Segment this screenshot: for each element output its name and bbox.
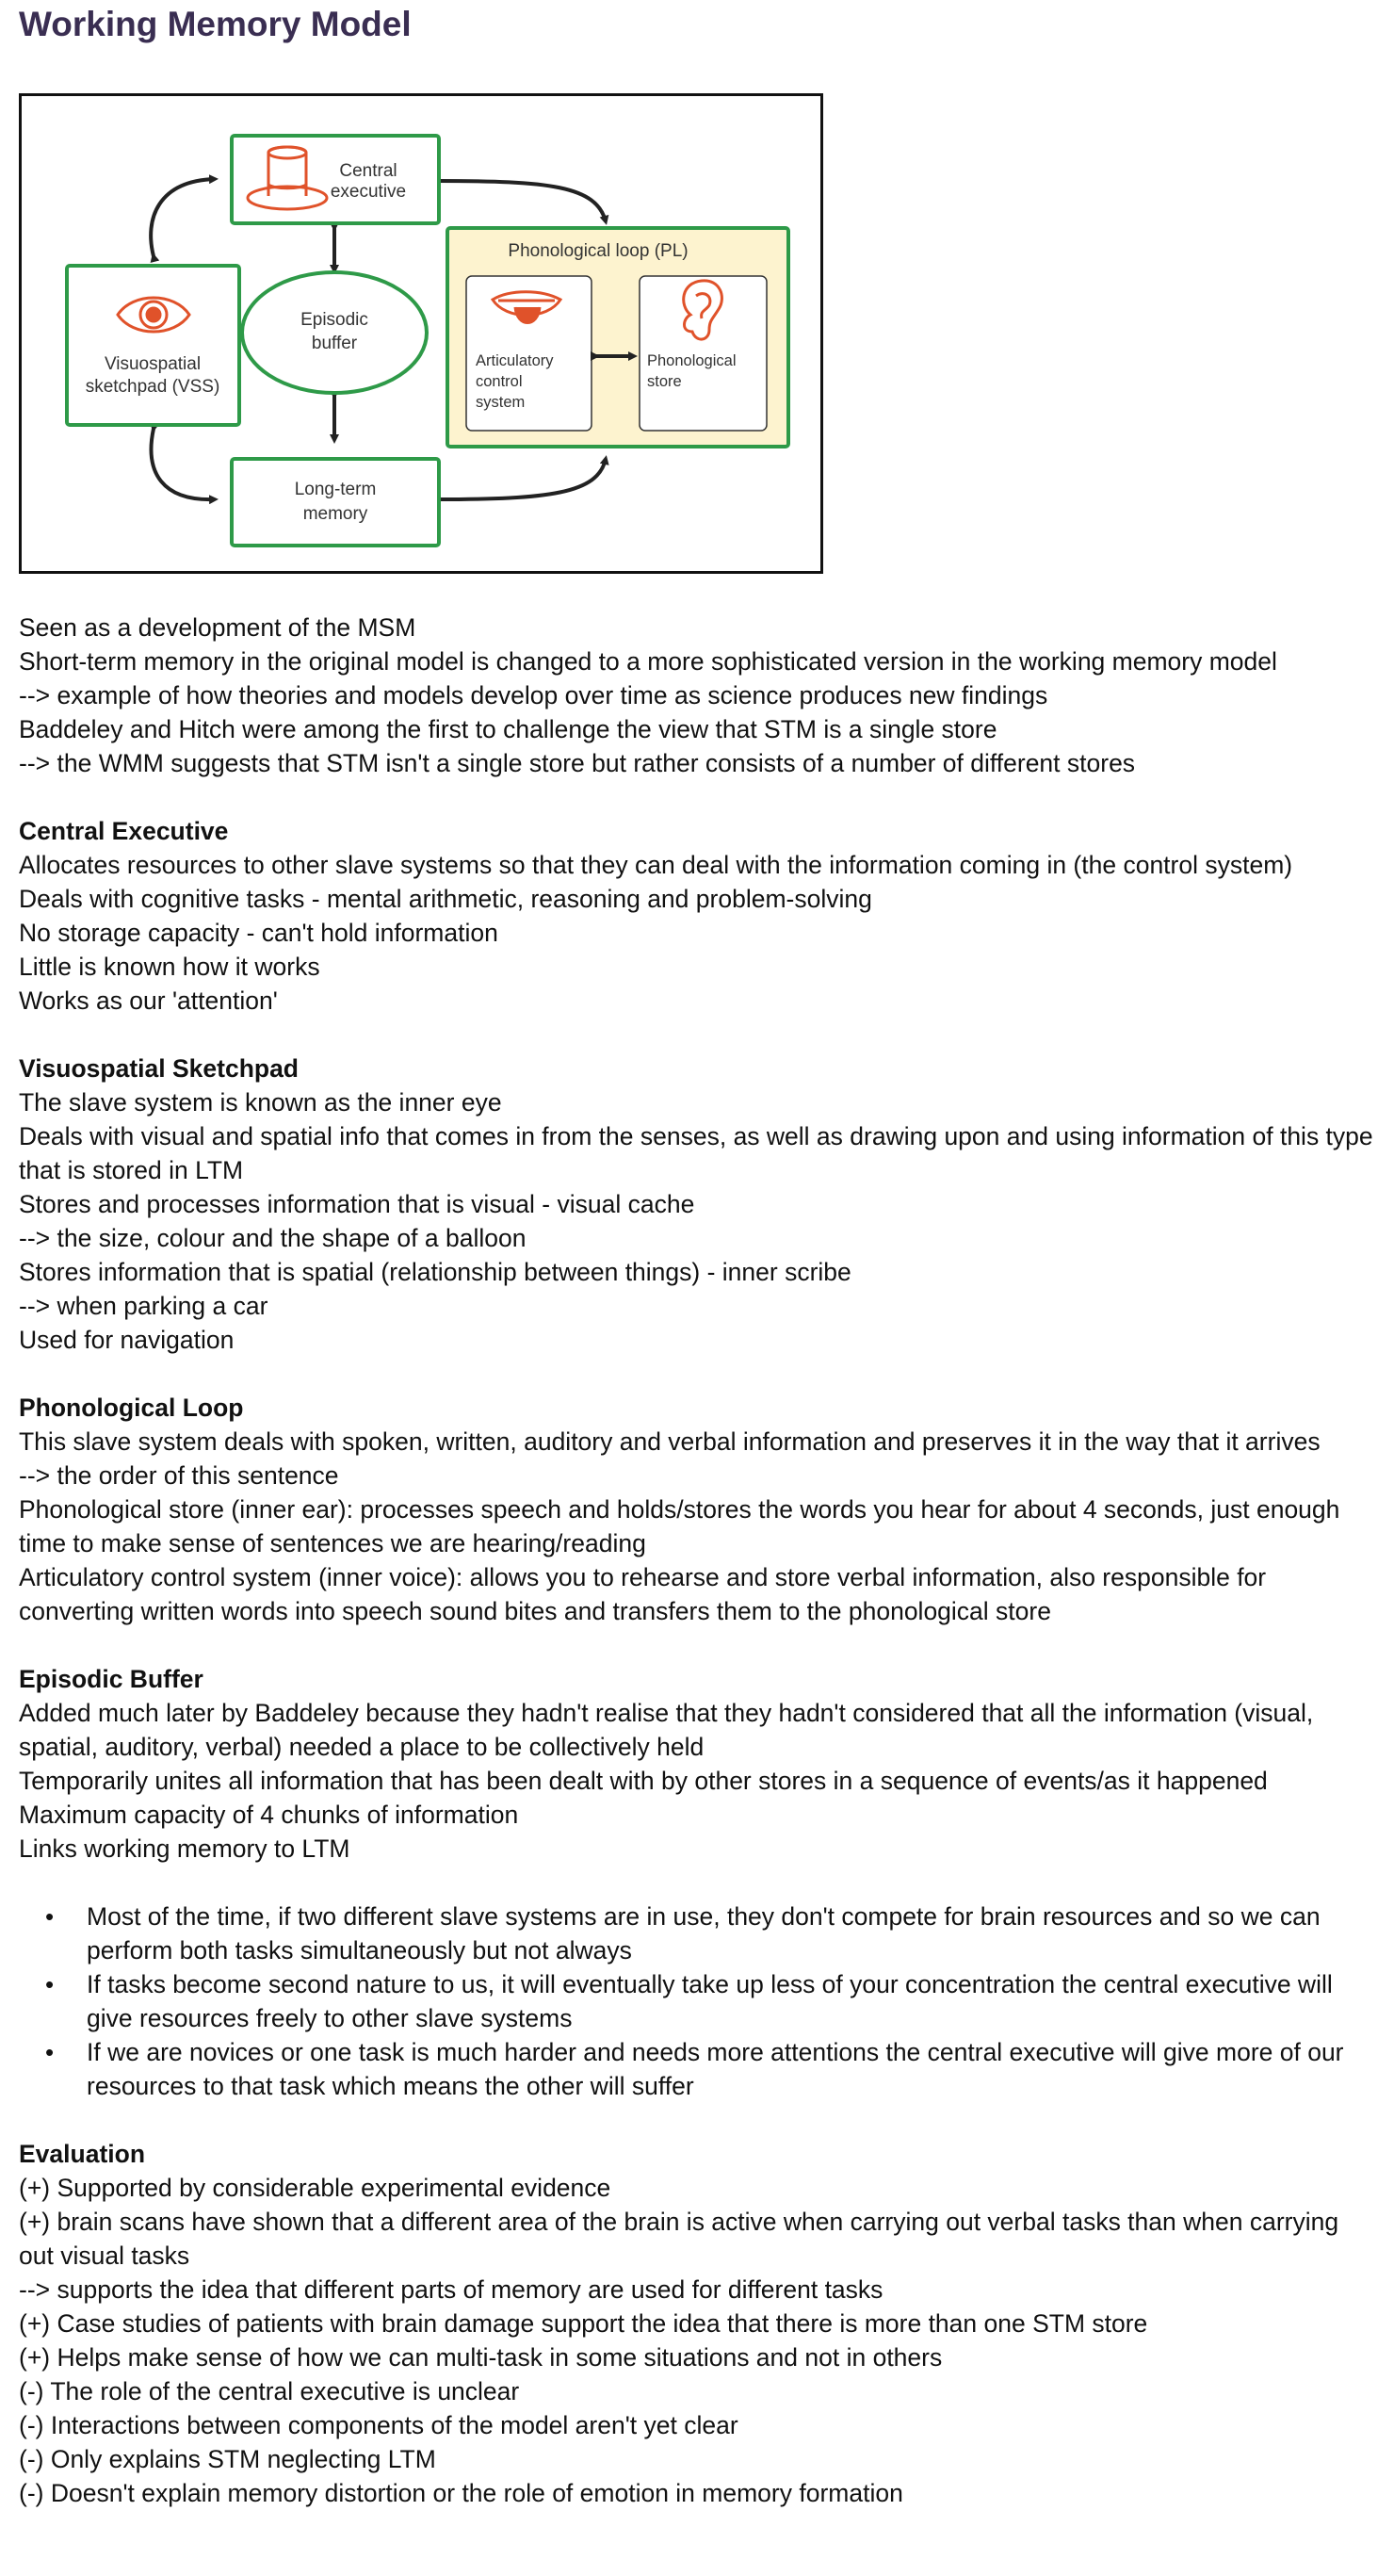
evaluation-line: (-) Only explains STM neglecting LTM xyxy=(19,2445,436,2473)
visuospatial-line: --> when parking a car xyxy=(19,1292,268,1320)
arrow-vss-ce xyxy=(151,179,215,256)
intro-line: --> example of how theories and models develop over time as science produces new findings xyxy=(19,681,1048,709)
section-heading-central-executive: Central Executive xyxy=(19,817,229,845)
central-executive-line: Works as our 'attention' xyxy=(19,986,278,1015)
diagram-svg xyxy=(22,96,820,571)
visuospatial-line: Stores information that is spatial (relationship between things) - inner scribe xyxy=(19,1258,851,1286)
intro-line: Baddeley and Hitch were among the first to challenge the view that STM is a single store xyxy=(19,715,997,743)
episodic-buffer-line: Links working memory to LTM xyxy=(19,1834,350,1863)
visuospatial-label-1: Visuospatial xyxy=(104,354,202,374)
episodic-buffer-line: Maximum capacity of 4 chunks of information xyxy=(19,1801,519,1829)
phonological-loop-line: Phonological store (inner ear): processes speech and holds/stores the words you hear for about 4 seconds, just enough time to make sense of sentences we are hearing/reading xyxy=(19,1495,1340,1557)
evaluation-line: (-) Doesn't explain memory distortion or the role of emotion in memory formation xyxy=(19,2479,903,2507)
bullet-item: • If tasks become second nature to us, it will eventually take up less of your concentration the central executive will give resources freely to other slave systems xyxy=(87,1967,1375,2035)
central-executive-label-2: executive xyxy=(330,182,407,202)
visuospatial-line: Used for navigation xyxy=(19,1326,235,1354)
phonological-loop-label: Phonological loop (PL) xyxy=(508,241,689,261)
intro-line: --> the WMM suggests that STM isn't a single store but rather consists of a number of different stores xyxy=(19,749,1136,777)
phonological-loop-line: Articulatory control system (inner voice): allows you to rehearse and store verbal information, also responsible for converting written words into speech sound bites and transfers them to the phonological store xyxy=(19,1563,1267,1625)
bullet-item: • Most of the time, if two different slave systems are in use, they don't compete for brain resources and so we can perform both tasks simultaneously but not always xyxy=(87,1899,1375,1967)
section-heading-phonological-loop: Phonological Loop xyxy=(19,1394,244,1422)
central-executive-line: Little is known how it works xyxy=(19,953,320,981)
central-executive-label-1: Central xyxy=(339,161,397,181)
phonological-store-label-1: Phonological xyxy=(647,352,737,369)
evaluation-line: (-) Interactions between components of the model aren't yet clear xyxy=(19,2411,738,2439)
episodic-buffer-label-2: buffer xyxy=(311,334,358,353)
intro-line: Seen as a development of the MSM xyxy=(19,613,416,642)
evaluation-line: (+) Supported by considerable experimental evidence xyxy=(19,2174,611,2202)
arrow-vss-ltm xyxy=(152,429,215,499)
visuospatial-line: Stores and processes information that is visual - visual cache xyxy=(19,1190,695,1218)
central-executive-line: No storage capacity - can't hold information xyxy=(19,919,498,947)
central-executive-line: Allocates resources to other slave systems so that they can deal with the information coming in (the control system) xyxy=(19,851,1293,879)
phonological-loop-line: This slave system deals with spoken, written, auditory and verbal information and preserves it in the way that it arrives xyxy=(19,1427,1321,1456)
phonological-loop-line: --> the order of this sentence xyxy=(19,1461,339,1490)
visuospatial-box xyxy=(67,266,239,425)
articulatory-label-3: system xyxy=(476,394,526,411)
central-executive-box xyxy=(232,136,439,223)
section-heading-episodic-buffer: Episodic Buffer xyxy=(19,1665,203,1693)
evaluation-line: (+) brain scans have shown that a different area of the brain is active when carrying out verbal tasks than when carrying out visual tasks xyxy=(19,2208,1339,2270)
visuospatial-line: Deals with visual and spatial info that comes in from the senses, as well as drawing upon and using information of this type that is stored in LTM xyxy=(19,1122,1373,1184)
episodic-buffer-line: Added much later by Baddeley because they hadn't realise that they hadn't considered that all the information (visual, spatial, auditory, verbal) needed a place to be collectively held xyxy=(19,1699,1314,1761)
page-title: Working Memory Model xyxy=(19,5,412,43)
section-heading-visuospatial: Visuospatial Sketchpad xyxy=(19,1054,299,1083)
bullet-list xyxy=(19,1899,1375,2103)
long-term-memory-label-2: memory xyxy=(302,504,368,524)
arrow-ltm-pl xyxy=(436,459,606,499)
episodic-buffer-line: Temporarily unites all information that has been dealt with by other stores in a sequence of events/as it happened xyxy=(19,1767,1268,1795)
phonological-store-label-2: store xyxy=(647,373,682,390)
notes-body xyxy=(19,611,1375,2510)
evaluation-line: (+) Helps make sense of how we can multi-task in some situations and not in others xyxy=(19,2343,943,2372)
long-term-memory-box xyxy=(232,459,439,546)
articulatory-label-2: control xyxy=(476,373,523,390)
long-term-memory-label-1: Long-term xyxy=(294,480,377,499)
evaluation-line: (-) The role of the central executive is unclear xyxy=(19,2377,520,2405)
bullet-item: • If we are novices or one task is much harder and needs more attentions the central executive will give more of our resources to that task which means the other will suffer xyxy=(87,2035,1375,2103)
arrow-ce-pl xyxy=(436,181,606,221)
intro-line: Short-term memory in the original model is changed to a more sophisticated version in the working memory model xyxy=(19,647,1277,676)
episodic-buffer-label-1: Episodic xyxy=(300,310,368,330)
section-heading-evaluation: Evaluation xyxy=(19,2140,146,2168)
working-memory-diagram xyxy=(19,93,823,574)
evaluation-line: --> supports the idea that different parts of memory are used for different tasks xyxy=(19,2275,883,2304)
central-executive-line: Deals with cognitive tasks - mental arithmetic, reasoning and problem-solving xyxy=(19,885,872,913)
visuospatial-line: --> the size, colour and the shape of a balloon xyxy=(19,1224,527,1252)
articulatory-label-1: Articulatory xyxy=(476,352,554,369)
evaluation-line: (+) Case studies of patients with brain damage support the idea that there is more than one STM store xyxy=(19,2309,1148,2338)
episodic-buffer-ellipse xyxy=(242,272,427,393)
visuospatial-line: The slave system is known as the inner eye xyxy=(19,1088,502,1117)
visuospatial-label-2: sketchpad (VSS) xyxy=(85,377,220,397)
